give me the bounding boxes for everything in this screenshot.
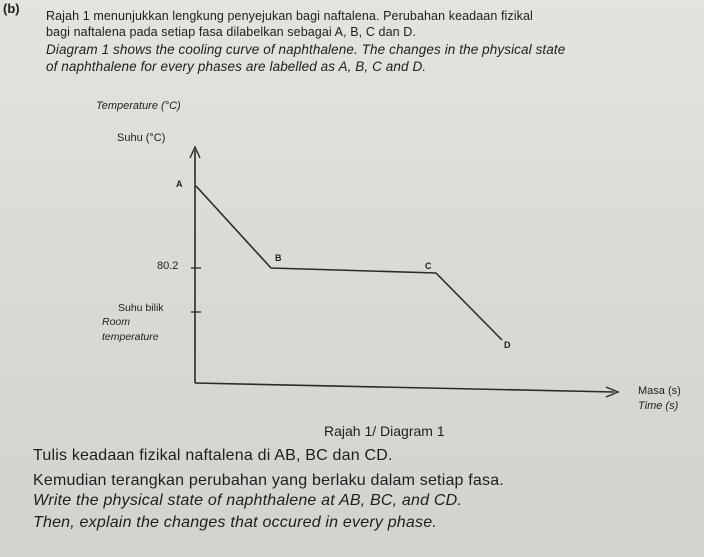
cooling-curve-line xyxy=(196,186,502,340)
point-label-b: B xyxy=(275,253,282,263)
instruction-english-line-1: Write the physical state of naphthalene at AB, BC, and CD. xyxy=(33,492,463,509)
point-label-a: A xyxy=(176,179,183,189)
diagram-caption: Rajah 1/ Diagram 1 xyxy=(324,423,445,439)
y-tick-label-room-english-1: Room xyxy=(102,316,131,328)
x-axis-title-malay: Masa (s) xyxy=(638,385,681,397)
y-axis-title-malay: Suhu (°C) xyxy=(117,132,166,144)
x-axis xyxy=(195,383,614,392)
question-malay-line-1: Rajah 1 menunjukkan lengkung penyejukan bagi naftalena. Perubahan keadaan fizikal xyxy=(46,9,533,23)
x-axis-title-english: Time (s) xyxy=(638,400,679,412)
instruction-english-line-2: Then, explain the changes that occured in every phase. xyxy=(33,514,437,531)
instruction-malay-line-2: Kemudian terangkan perubahan yang berlaku dalam setiap fasa. xyxy=(33,472,504,489)
y-tick-label-80-2: 80.2 xyxy=(157,260,179,272)
question-malay-line-2: bagi naftalena pada setiap fasa dilabelkan sebagai A, B, C dan D. xyxy=(46,25,416,39)
y-tick-label-room-english-2: temperature xyxy=(102,331,159,343)
y-axis-title-english: Temperature (°C) xyxy=(96,100,181,112)
question-english-line-1: Diagram 1 shows the cooling curve of naphthalene. The changes in the physical state xyxy=(46,42,566,57)
instruction-malay-line-1: Tulis keadaan fizikal naftalena di AB, BC dan CD. xyxy=(33,447,393,464)
question-english-line-2: of naphthalene for every phases are labelled as A, B, C and D. xyxy=(46,59,427,74)
point-label-c: C xyxy=(425,261,432,271)
point-label-d: D xyxy=(504,340,511,350)
y-tick-label-room-malay: Suhu bilik xyxy=(118,302,164,314)
question-label: (b) xyxy=(3,1,20,16)
